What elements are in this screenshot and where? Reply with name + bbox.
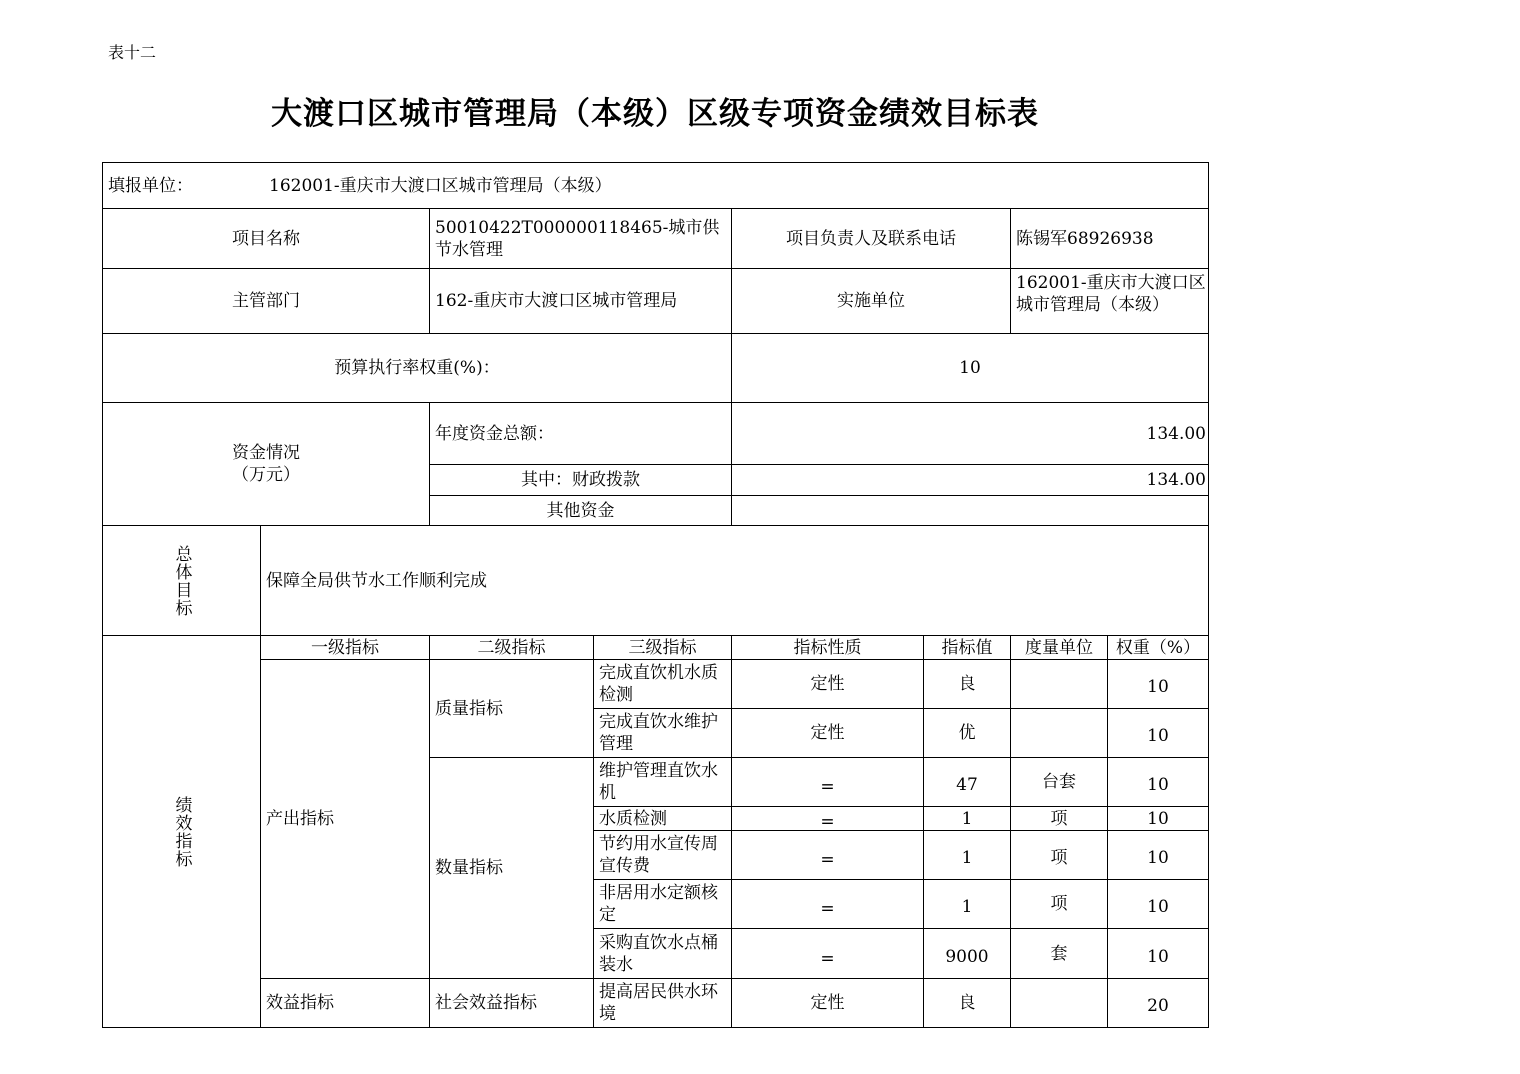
row-7-name: 提高居民供水环境 <box>593 978 732 1028</box>
row-6-name: 采购直饮水点桶装水 <box>593 928 732 979</box>
level2-social: 社会效益指标 <box>429 978 594 1028</box>
row-1-nature: 定性 <box>731 708 924 758</box>
level1-benefit: 效益指标 <box>260 978 430 1028</box>
row-4-nature: = <box>731 830 924 880</box>
row-0-unit <box>1010 659 1108 709</box>
funds-other-value <box>731 495 1209 526</box>
row-2-weight: 10 <box>1107 757 1209 807</box>
row-2-unit: 台套 <box>1010 757 1108 807</box>
project-owner-value: 陈锡军68926938 <box>1010 208 1209 269</box>
row-2-nature: = <box>731 757 924 807</box>
level2-quantity: 数量指标 <box>429 757 594 979</box>
row-5-value: 1 <box>923 879 1011 929</box>
row-4-unit: 项 <box>1010 830 1108 880</box>
reporting-unit-label: 填报单位： <box>108 175 193 196</box>
impl-unit-label: 实施单位 <box>731 268 1011 334</box>
row-3-unit: 项 <box>1010 806 1108 831</box>
row-5-unit: 项 <box>1010 879 1108 929</box>
header-unit: 度量单位 <box>1010 635 1108 660</box>
row-3-weight: 10 <box>1107 806 1209 831</box>
row-4-value: 1 <box>923 830 1011 880</box>
row-6-weight: 10 <box>1107 928 1209 979</box>
row-6-nature: = <box>731 928 924 979</box>
row-5-nature: = <box>731 879 924 929</box>
funds-fiscal-label: 其中：财政拨款 <box>429 464 732 496</box>
funds-total-value: 134.00 <box>731 402 1209 465</box>
header-value: 指标值 <box>923 635 1011 660</box>
row-4-name: 节约用水宣传周宣传费 <box>593 830 732 880</box>
row-7-value: 良 <box>923 978 1011 1028</box>
indicators-label-cell <box>102 635 261 1028</box>
funds-total-label: 年度资金总额： <box>429 402 732 465</box>
project-owner-label: 项目负责人及联系电话 <box>731 208 1011 269</box>
row-7-unit <box>1010 978 1108 1028</box>
row-6-unit: 套 <box>1010 928 1108 979</box>
dept-value: 162-重庆市大渡口区城市管理局 <box>429 268 732 334</box>
row-4-weight: 10 <box>1107 830 1209 880</box>
row-0-weight: 10 <box>1107 659 1209 709</box>
funds-other-label: 其他资金 <box>429 495 732 526</box>
row-0-value: 良 <box>923 659 1011 709</box>
row-5-name: 非居用水定额核定 <box>593 879 732 929</box>
goal-label-cell <box>102 525 261 636</box>
impl-unit-value: 162001-重庆市大渡口区城市管理局（本级） <box>1010 268 1209 334</box>
level2-quality: 质量指标 <box>429 659 594 758</box>
indicators-label: 绩效指标 <box>171 795 192 868</box>
row-0-nature: 定性 <box>731 659 924 709</box>
funds-fiscal-value: 134.00 <box>731 464 1209 496</box>
reporting-unit-row <box>102 162 1209 209</box>
reporting-unit-value: 162001-重庆市大渡口区城市管理局（本级） <box>269 175 612 196</box>
row-2-value: 47 <box>923 757 1011 807</box>
header-nature: 指标性质 <box>731 635 924 660</box>
row-1-unit <box>1010 708 1108 758</box>
project-name-value: 50010422T000000118465-城市供节水管理 <box>429 208 732 269</box>
dept-label: 主管部门 <box>102 268 430 334</box>
row-2-name: 维护管理直饮水机 <box>593 757 732 807</box>
sheet-label: 表十二 <box>108 43 157 62</box>
row-6-value: 9000 <box>923 928 1011 979</box>
header-level1: 一级指标 <box>260 635 430 660</box>
header-level2: 二级指标 <box>429 635 594 660</box>
row-3-name: 水质检测 <box>593 806 732 831</box>
row-3-value: 1 <box>923 806 1011 831</box>
level1-output: 产出指标 <box>260 659 430 979</box>
page-title: 大渡口区城市管理局（本级）区级专项资金绩效目标表 <box>271 96 1039 132</box>
header-level3: 三级指标 <box>593 635 732 660</box>
goal-label: 总体目标 <box>171 544 192 617</box>
row-3-nature: = <box>731 806 924 831</box>
row-5-weight: 10 <box>1107 879 1209 929</box>
budget-weight-label: 预算执行率权重(%)： <box>102 333 732 403</box>
row-7-nature: 定性 <box>731 978 924 1028</box>
row-1-name: 完成直饮水维护管理 <box>593 708 732 758</box>
goal-value: 保障全局供节水工作顺利完成 <box>260 525 1209 636</box>
budget-weight-value: 10 <box>731 333 1209 403</box>
row-0-name: 完成直饮机水质检测 <box>593 659 732 709</box>
row-1-value: 优 <box>923 708 1011 758</box>
project-name-label: 项目名称 <box>102 208 430 269</box>
row-1-weight: 10 <box>1107 708 1209 758</box>
header-weight: 权重（%） <box>1107 635 1209 660</box>
row-7-weight: 20 <box>1107 978 1209 1028</box>
funds-label: 资金情况 （万元） <box>102 402 430 526</box>
